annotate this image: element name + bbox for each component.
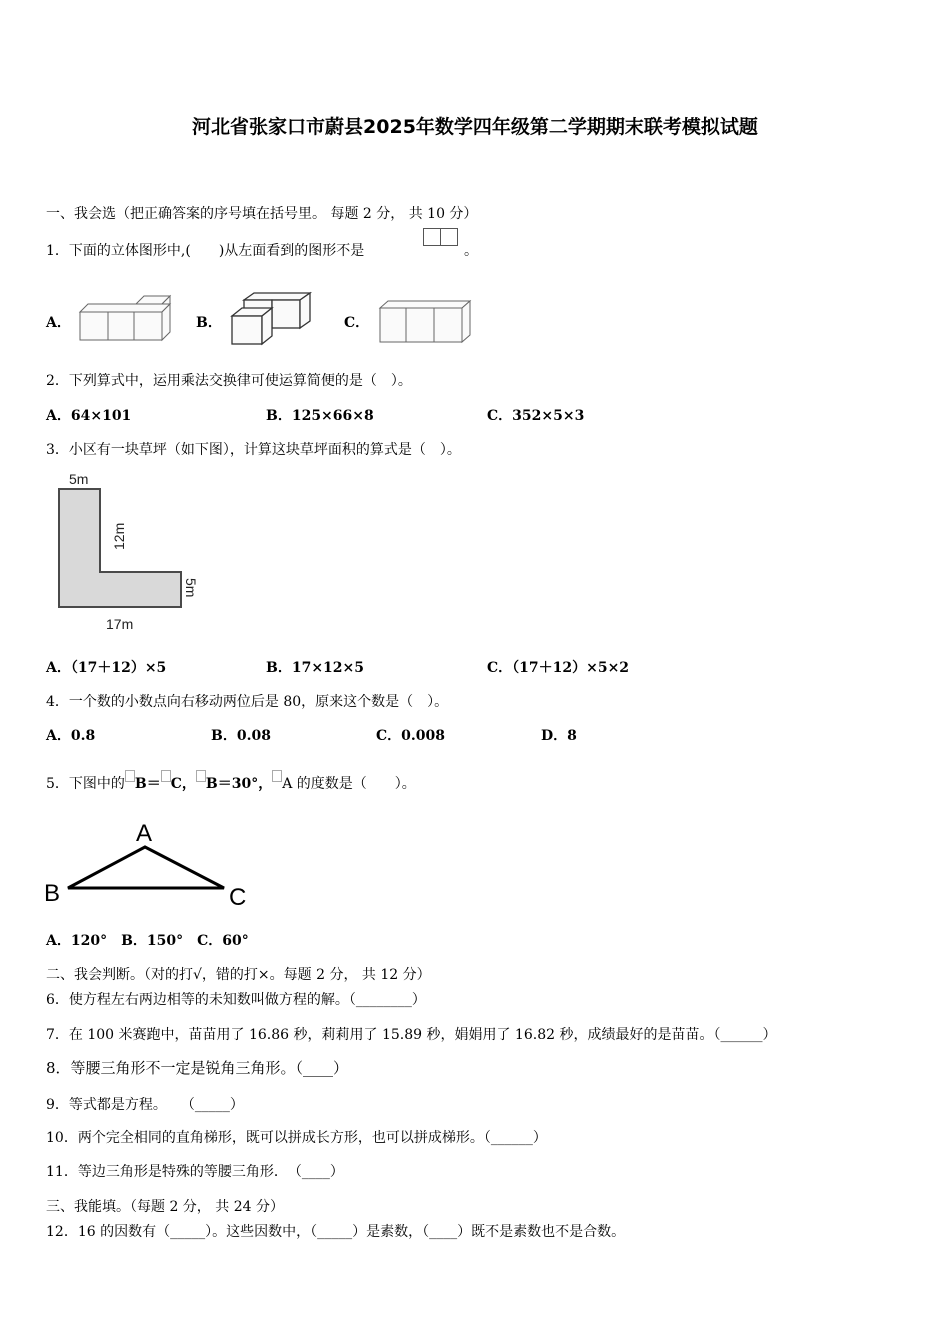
label-right-5m: 5m xyxy=(183,578,199,598)
vertex-a-label: A xyxy=(136,820,153,847)
q5-part-3: C， xyxy=(170,776,196,792)
page-title: 河北省张家口市蔚县2025年数学四年级第二学期期末联考模拟试题 xyxy=(192,116,758,138)
q4-option-a: A．0.8 xyxy=(46,728,96,744)
two-squares-icon xyxy=(423,228,459,248)
question-6: 6．使方程左右两边相等的未知数叫做方程的解。（________） xyxy=(46,992,426,1008)
question-7: 7．在 100 米赛跑中，苗苗用了 16.86 秒，莉莉用了 15.89 秒，娟娟用了 16.82 秒，成绩最好的是苗苗。（______） xyxy=(46,1027,777,1043)
section-1-heading: 一、我会选（把正确答案的序号填在括号里。 每题 2 分， 共 10 分） xyxy=(46,206,478,222)
vertex-b-label: B xyxy=(44,880,61,907)
q2-option-a: A．64×101 xyxy=(46,408,132,424)
q5-part-5: A 的度数是（ ）。 xyxy=(282,776,416,792)
label-top-5m: 5m xyxy=(69,471,89,487)
q5-part-4: B＝30°， xyxy=(205,776,273,792)
question-2: 2．下列算式中，运用乘法交换律可使运算简便的是（ ）。 xyxy=(46,373,412,389)
angle-symbol-icon xyxy=(196,770,206,782)
q3-option-c: C．（17＋12）×5×2 xyxy=(487,660,630,676)
q4-option-c: C．0.008 xyxy=(376,728,445,744)
q2-option-b: B．125×66×8 xyxy=(266,408,374,424)
l-shape-lawn-figure xyxy=(44,466,214,638)
q1-option-c: C． xyxy=(344,315,370,331)
cube-stack-b-figure xyxy=(230,292,316,348)
cube-stack-c-figure xyxy=(378,298,474,346)
cube-stack-a-figure xyxy=(78,298,174,346)
question-1 xyxy=(46,240,364,260)
question-1-end: 。 xyxy=(464,243,478,259)
q1-option-a: A． xyxy=(46,315,71,331)
question-8: 8．等腰三角形不一定是锐角三角形。（____） xyxy=(46,1059,349,1077)
triangle-abc-figure xyxy=(44,815,254,911)
question-4: 4．一个数的小数点向右移动两位后是 80，原来这个数是（ ）。 xyxy=(46,694,449,710)
angle-symbol-icon xyxy=(272,770,282,782)
question-1-text: 1．下面的立体图形中,( )从左面看到的图形不是 xyxy=(46,243,365,259)
q1-option-b: B． xyxy=(196,315,222,331)
section-3-heading: 三、我能填。（每题 2 分， 共 24 分） xyxy=(46,1199,284,1215)
question-11: 11．等边三角形是特殊的等腰三角形． （____） xyxy=(46,1164,344,1180)
question-5 xyxy=(46,773,416,793)
q5-part-2: B＝ xyxy=(134,776,161,792)
vertex-c-label: C xyxy=(229,884,247,911)
q5-options: A．120° B．150° C．60° xyxy=(46,933,249,949)
section-2-heading: 二、我会判断。（对的打√，错的打×。每题 2 分， 共 12 分） xyxy=(46,967,431,983)
label-12m: 12m xyxy=(111,522,127,550)
angle-symbol-icon xyxy=(161,770,171,782)
question-10: 10．两个完全相同的直角梯形，既可以拼成长方形，也可以拼成梯形。（______） xyxy=(46,1130,547,1146)
q4-option-b: B．0.08 xyxy=(211,728,271,744)
q3-option-a: A．（17＋12）×5 xyxy=(46,660,167,676)
q3-option-b: B．17×12×5 xyxy=(266,660,364,676)
q4-option-d: D．8 xyxy=(541,728,577,744)
question-3: 3．小区有一块草坪（如下图），计算这块草坪面积的算式是（ ）。 xyxy=(46,442,461,458)
q2-option-c: C．352×5×3 xyxy=(487,408,585,424)
question-9: 9．等式都是方程。 （_____） xyxy=(46,1097,244,1113)
question-12: 12．16 的因数有（_____）。这些因数中，（_____）是素数，（____）既不是素数也不是合数。 xyxy=(46,1224,626,1240)
angle-symbol-icon xyxy=(125,770,135,782)
label-17m: 17m xyxy=(106,616,134,632)
q5-part-1: 5．下图中的 xyxy=(46,776,125,792)
